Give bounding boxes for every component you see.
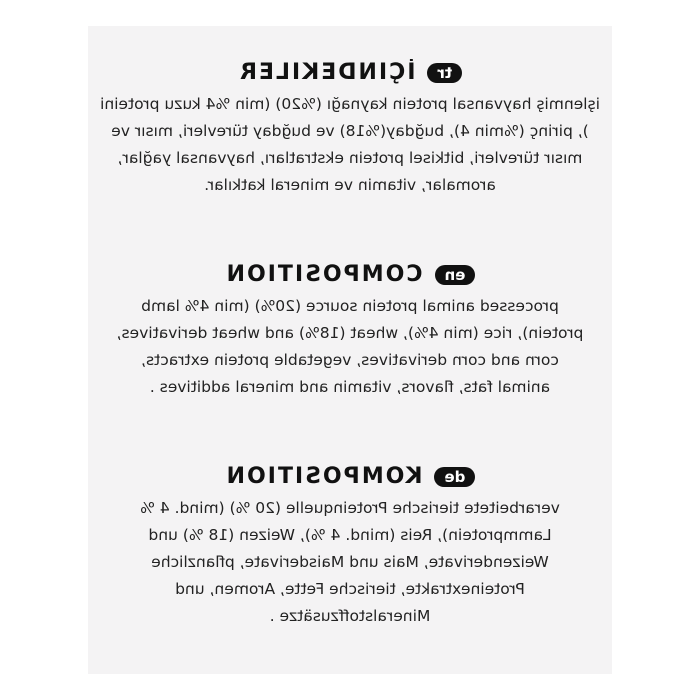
ingredients-text: verarbeitete tierische Proteinquelle (20 %) (mind. 4 % Lammprotein), Reis (mind. 4 %), Weizen (18 %) und Weizenderivate, Mais und Maisderivate, pflanzliche Proteinextrakte, tierische Fette, Aromen, und Mineralstoffzusätze .: [140, 499, 560, 625]
mirrored-label-content: [88, 26, 612, 674]
section-heading: [88, 262, 612, 287]
section-title: KOMPOSITION: [224, 464, 423, 489]
section-english: [88, 262, 612, 401]
section-turkish: [88, 60, 612, 199]
ingredients-text: processed animal protein source (20%) (min 4% lamb protein), rice (min 4%), wheat (18%) and wheat derivatives, corn and corn derivatives, vegetable protein extracts, animal fats, flavors, vitamin and mineral additives .: [116, 297, 584, 396]
section-german: [88, 464, 612, 630]
section-heading: [88, 464, 612, 489]
language-badge: de: [434, 467, 475, 487]
section-title: İÇINDEKILER: [237, 60, 416, 85]
language-badge: en: [435, 265, 476, 285]
section-title: COMPOSITION: [224, 262, 423, 287]
ingredients-text: işlenmiş hayvansal protein kaynağı (%20) (min %4 kuzu proteini ), pirinç (%min 4), buğday(%18) ve buğday türevleri, mısır ve mısır türevleri, bitkisel protein ekstratları, hayvansal yağlar, aromalar, vitamin ve mineral katkılar.: [100, 95, 600, 194]
language-badge: tr: [427, 63, 462, 83]
ingredient-label: [88, 26, 612, 674]
section-heading: [88, 60, 612, 85]
